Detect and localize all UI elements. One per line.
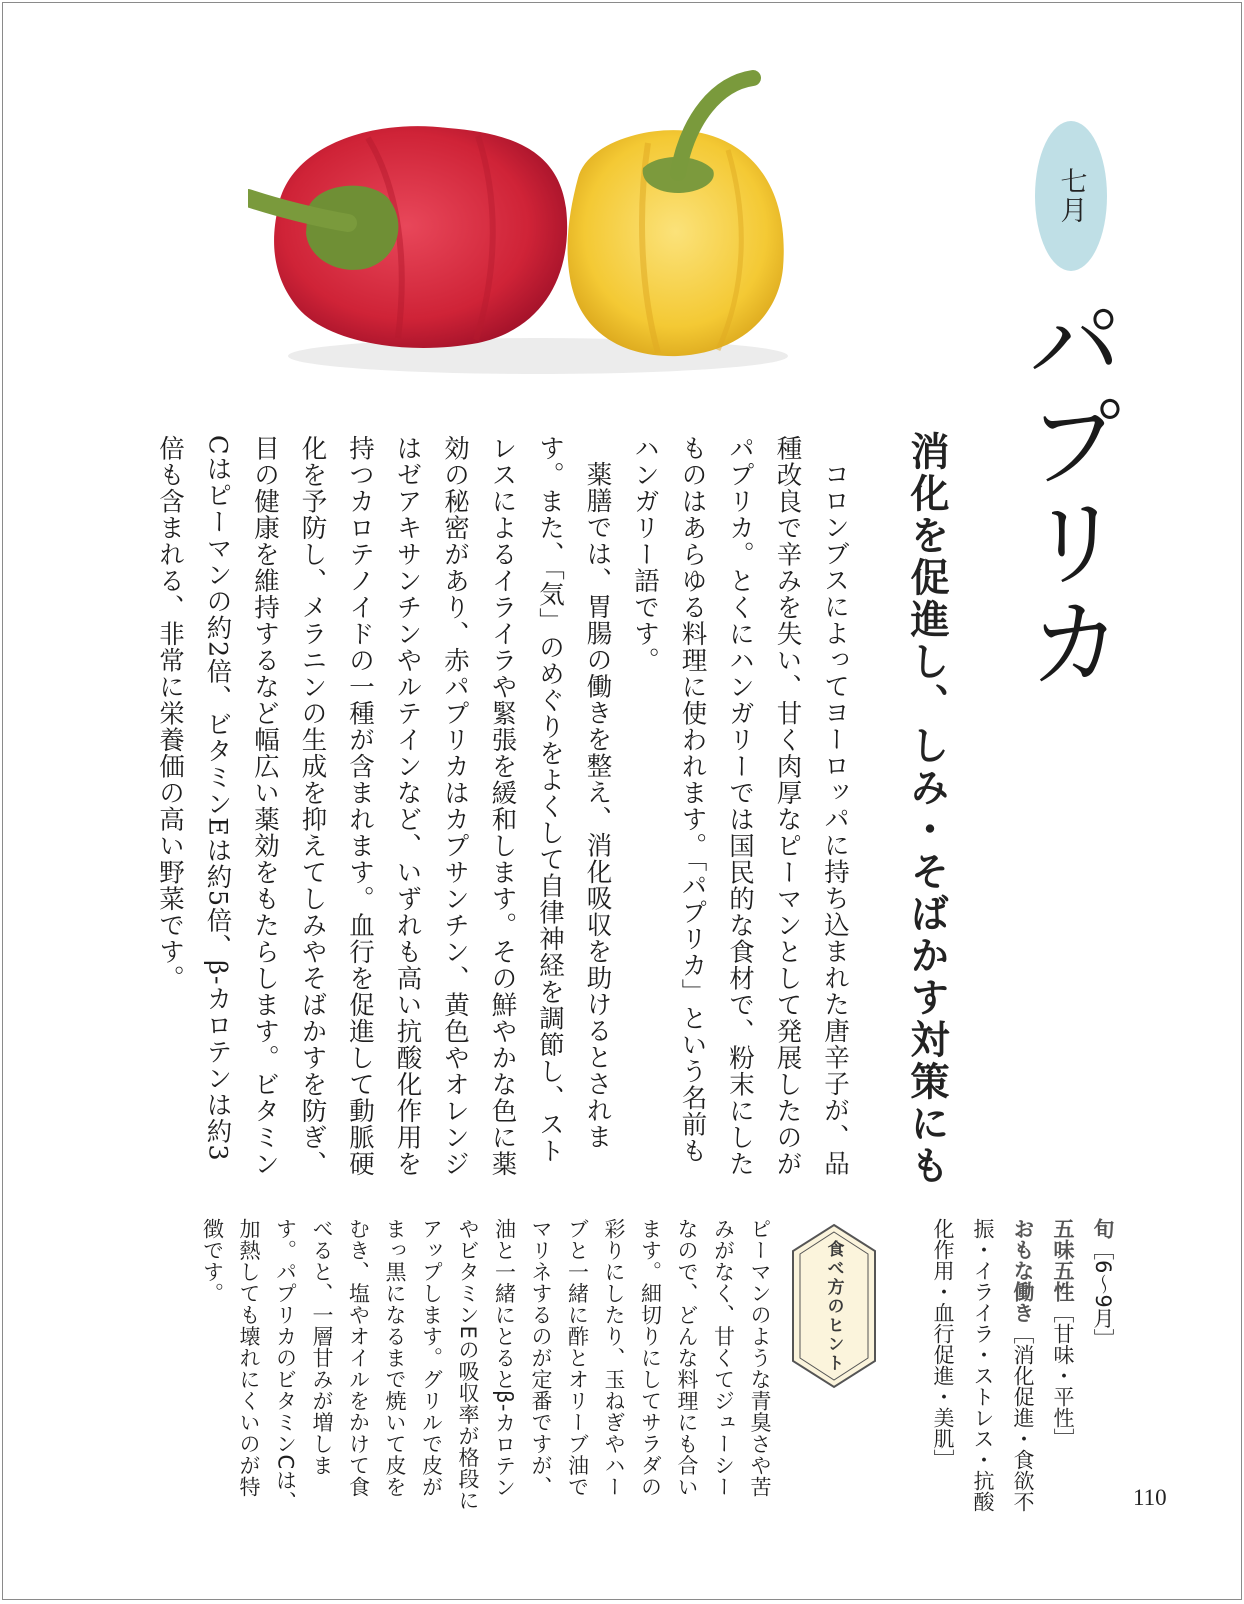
- yellow-pepper-icon: [568, 78, 784, 356]
- nature-value: ［甘味・平性］: [1051, 1302, 1075, 1449]
- info-box: [903, 1218, 1123, 1518]
- month-label: 七月: [1055, 167, 1087, 225]
- season-row: [1083, 1218, 1123, 1518]
- body-paragraph-2: 薬膳では、胃腸の働きを整え、消化吸収を助けるとされます。また、「気」のめぐりをよくして自律神経を調節し、ストレスによるイライラや緊張を緩和します。その鮮やかな色に薬効の秘密があり、赤パプリカはカプサンチン、黄色やオレンジはゼアキサンチンやルテインなど、いずれも高い抗酸化作用を持つカロテノイドの一種が含まれます。血行を促進して動脈硬化を予防し、メラニンの生成を抑えてしみやそばかすを防ぎ、目の健康を維持するなど幅広い薬効をもたらします。ビタミンCはピーマンの約2倍、ビタミンEは約5倍、β-カロテンは約3倍も含まれる、非常に栄養価の高い野菜です。: [155, 435, 613, 1177]
- page-number: 110: [1133, 1485, 1167, 1510]
- effects-label: おもな働き: [1011, 1218, 1035, 1323]
- page-subtitle: 消化を促進し、しみ・そばかす対策にも: [904, 431, 949, 1187]
- body-text: [148, 435, 858, 1185]
- nature-label: 五味五性: [1051, 1218, 1075, 1302]
- red-pepper-icon: [248, 126, 567, 348]
- hint-badge: [789, 1221, 879, 1391]
- hint-text: [148, 1218, 778, 1518]
- effects-row: [923, 1218, 1043, 1518]
- season-label: 旬: [1091, 1218, 1115, 1239]
- month-badge: [1035, 121, 1107, 271]
- season-value: ［6～9月］: [1091, 1239, 1115, 1350]
- body-paragraph-1: コロンブスによってヨーロッパに持ち込まれた唐辛子が、品種改良で辛みを失い、甘く肉厚なピーマンとして発展したのがパプリカ。とくにハンガリーでは国民的な食材で、粉末にしたものはあらゆる料理に使われます。「パプリカ」という名前もハンガリー語です。: [630, 435, 850, 1177]
- effects-value: ［消化促進・食欲不振・イライラ・ストレス・抗酸化作用・血行促進・美肌］: [931, 1218, 1035, 1512]
- paprika-illustration: [248, 58, 808, 388]
- hint-paragraph: ピーマンのような青臭さや苦みがなく、甘くてジューシーなので、どんな料理にも合います。細切りにしてサラダの彩りにしたり、玉ねぎやハーブと一緒に酢とオリーブ油でマリネするのが定番ですが、油と一緒にとるとβ-カロテンやビタミンEの吸収率が格段にアップします。グリルで皮がまっ黒になるまで焼いて皮をむき、塩やオイルをかけて食べると、一層甘みが増します。パプリカのビタミンCは、加熱しても壊れにくいのが特徴です。: [200, 1218, 772, 1513]
- hint-label: 食べ方のヒント: [823, 1239, 844, 1373]
- nature-row: [1043, 1218, 1083, 1518]
- hint-label-wrap: [789, 1221, 879, 1391]
- page-title: パプリカ: [1012, 293, 1124, 693]
- book-page: [2, 2, 1242, 1600]
